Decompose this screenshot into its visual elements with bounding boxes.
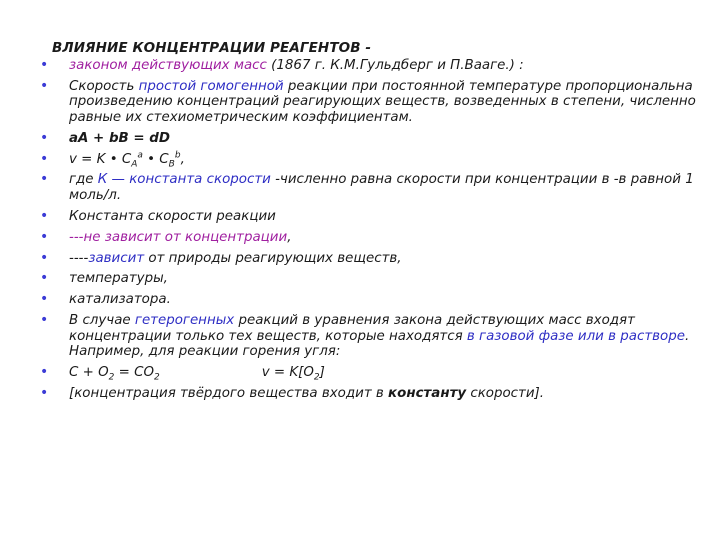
list-item (40, 292, 705, 307)
highlight-term: зависит (88, 250, 145, 266)
bullet-icon: • (40, 249, 49, 266)
bullet-icon: • (40, 228, 49, 245)
bullet-icon: • (40, 291, 49, 308)
list-item (40, 386, 705, 401)
bullet-list (40, 58, 705, 407)
bullet-icon: • (40, 129, 49, 146)
law-name: законом действующих масс (69, 58, 267, 73)
superscript: a (137, 150, 143, 161)
text-fragment: [концентрация твёрдого вещества входит в (69, 385, 389, 401)
list-item (40, 79, 705, 125)
list-item (40, 150, 705, 170)
list-item (40, 313, 705, 359)
bullet-icon: • (40, 270, 49, 287)
law-authors: (1867 г. К.М.Гульдберг и П.Вааге.) : (266, 58, 524, 73)
bullet-icon: • (40, 207, 49, 224)
subscript: 2 (313, 372, 320, 383)
highlight-term: простой гомогенной (138, 78, 284, 94)
text-fragment: от природы реагирующих веществ, (144, 250, 402, 266)
bullet-icon: • (40, 57, 49, 73)
list-item (40, 58, 705, 73)
list-item (40, 271, 705, 286)
subscript: A (131, 159, 138, 170)
highlight-term: К — константа скорости (97, 172, 271, 188)
bullet-icon: • (40, 312, 49, 329)
text-fragment: -численно равна скорости при концентрации в -в равной 1 моль/л. (69, 172, 694, 203)
combustion-equation-part: C + O (69, 365, 109, 380)
highlight-term: ---не зависит от концентрации (69, 229, 288, 245)
bullet-icon: • (40, 384, 49, 401)
bullet-icon: • (40, 77, 49, 94)
list-item (40, 230, 705, 245)
bullet-icon: • (40, 150, 49, 167)
text-fragment: температуры, (69, 271, 168, 287)
subscript: 2 (153, 372, 160, 383)
rate-formula-part: v = K • C (69, 151, 132, 167)
subscript: 2 (108, 372, 115, 383)
text-fragment: , (287, 229, 292, 245)
list-item (40, 131, 705, 146)
rate-formula-part: • C (142, 151, 169, 167)
combustion-equation-part: = CO (114, 365, 154, 380)
list-item (40, 364, 705, 383)
text-fragment: катализатора. (69, 292, 171, 308)
bullet-icon: • (40, 171, 49, 188)
list-item (40, 209, 705, 224)
text-fragment: ---- (69, 250, 89, 266)
reaction-equation: aA + bB = dD (69, 130, 170, 146)
list-item (40, 251, 705, 266)
emphasis-term: константу (388, 385, 467, 401)
list-item (40, 172, 705, 203)
highlight-term: в газовой фазе или в растворе (466, 328, 685, 344)
text-fragment: Константа скорости реакции (69, 208, 276, 224)
text-fragment: скорости]. (466, 385, 545, 401)
text-fragment: . Например, для реакции горения угля: (69, 328, 690, 360)
slide-title: ВЛИЯНИЕ КОНЦЕНТРАЦИИ РЕАГЕНТОВ - (52, 40, 372, 56)
superscript: b (174, 150, 181, 161)
rate-equation-part: ] (319, 365, 325, 380)
bullet-icon: • (40, 364, 49, 380)
text-fragment: Скорость (69, 78, 139, 94)
text-fragment: В случае (69, 313, 135, 329)
rate-equation-part: v = K[O (261, 365, 314, 380)
text-fragment: где (69, 172, 98, 188)
subscript: B (168, 159, 175, 170)
rate-formula-part: , (180, 151, 185, 167)
highlight-term: гетерогенных (134, 313, 235, 329)
text-fragment: реакций в уравнения закона действующих масс входят концентрации только тех веществ, которые находятся (69, 313, 635, 344)
text-fragment: реакции при постоянной температуре пропорциональна произведению концентраций реагирующих веществ, возведенных в степени, численно равные их стехиометрическим коэффициентам. (69, 78, 696, 125)
